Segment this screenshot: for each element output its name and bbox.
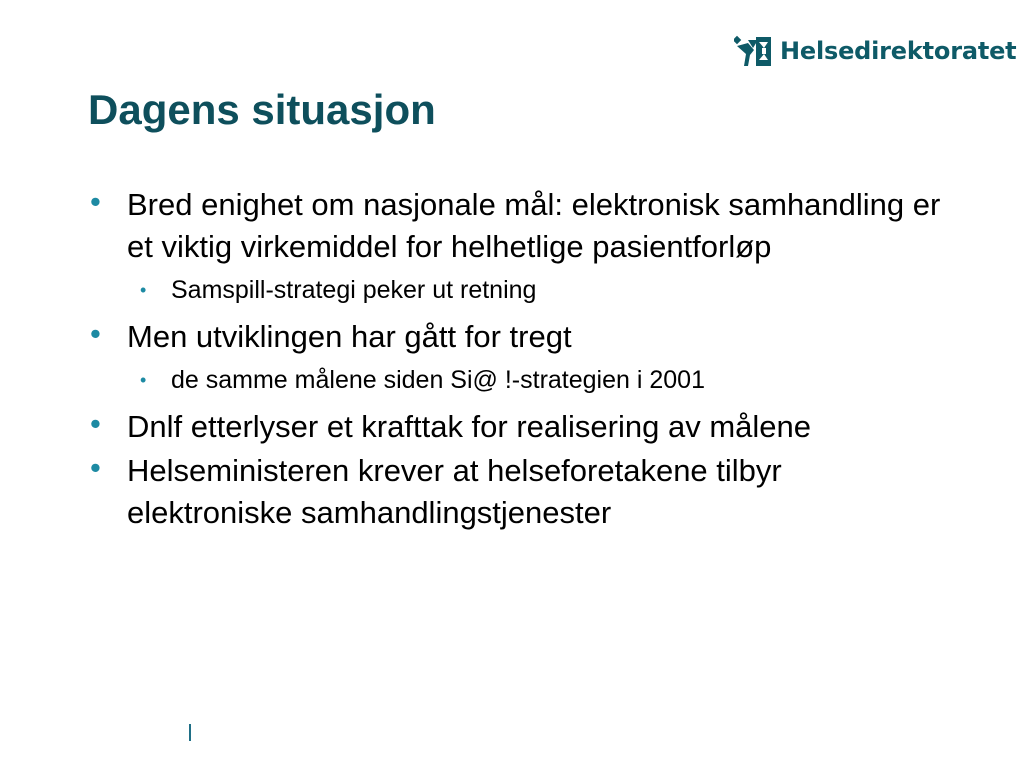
- sub-bullet-item: [90, 362, 950, 398]
- bullet-item: [90, 450, 950, 534]
- bullet-dot-icon: •: [90, 406, 101, 441]
- bullet-text: Men utviklingen har gått for tregt: [127, 319, 572, 354]
- bullet-dot-icon: •: [90, 184, 101, 219]
- footer-divider: [189, 724, 191, 741]
- sub-bullet-text: de samme målene siden Si@ !-strategien i 2001: [171, 366, 705, 394]
- helsedirektoratet-logo-icon: [734, 34, 772, 68]
- bullet-text: Dnlf etterlyser et krafttak for realisering av målene: [127, 409, 811, 444]
- bullet-dot-icon: •: [90, 316, 101, 351]
- brand-logo: [734, 33, 1016, 69]
- sub-bullet-text: Samspill-strategi peker ut retning: [171, 276, 537, 304]
- bullet-list: [90, 184, 950, 536]
- bullet-item: [90, 184, 950, 268]
- bullet-item: [90, 406, 950, 448]
- sub-bullet-dot-icon: •: [140, 370, 147, 390]
- bullet-text: Bred enighet om nasjonale mål: elektronisk samhandling er et viktig virkemiddel for helhetlige pasientforløp: [127, 187, 941, 264]
- sub-bullet-item: [90, 272, 950, 308]
- bullet-dot-icon: •: [90, 450, 101, 485]
- bullet-item: [90, 316, 950, 358]
- slide-title: Dagens situasjon: [88, 86, 436, 133]
- bullet-text: Helseministeren krever at helseforetakene tilbyr elektroniske samhandlingstjenester: [127, 453, 782, 530]
- sub-bullet-dot-icon: •: [140, 280, 147, 300]
- brand-name: Helsedirektoratet: [780, 37, 1017, 65]
